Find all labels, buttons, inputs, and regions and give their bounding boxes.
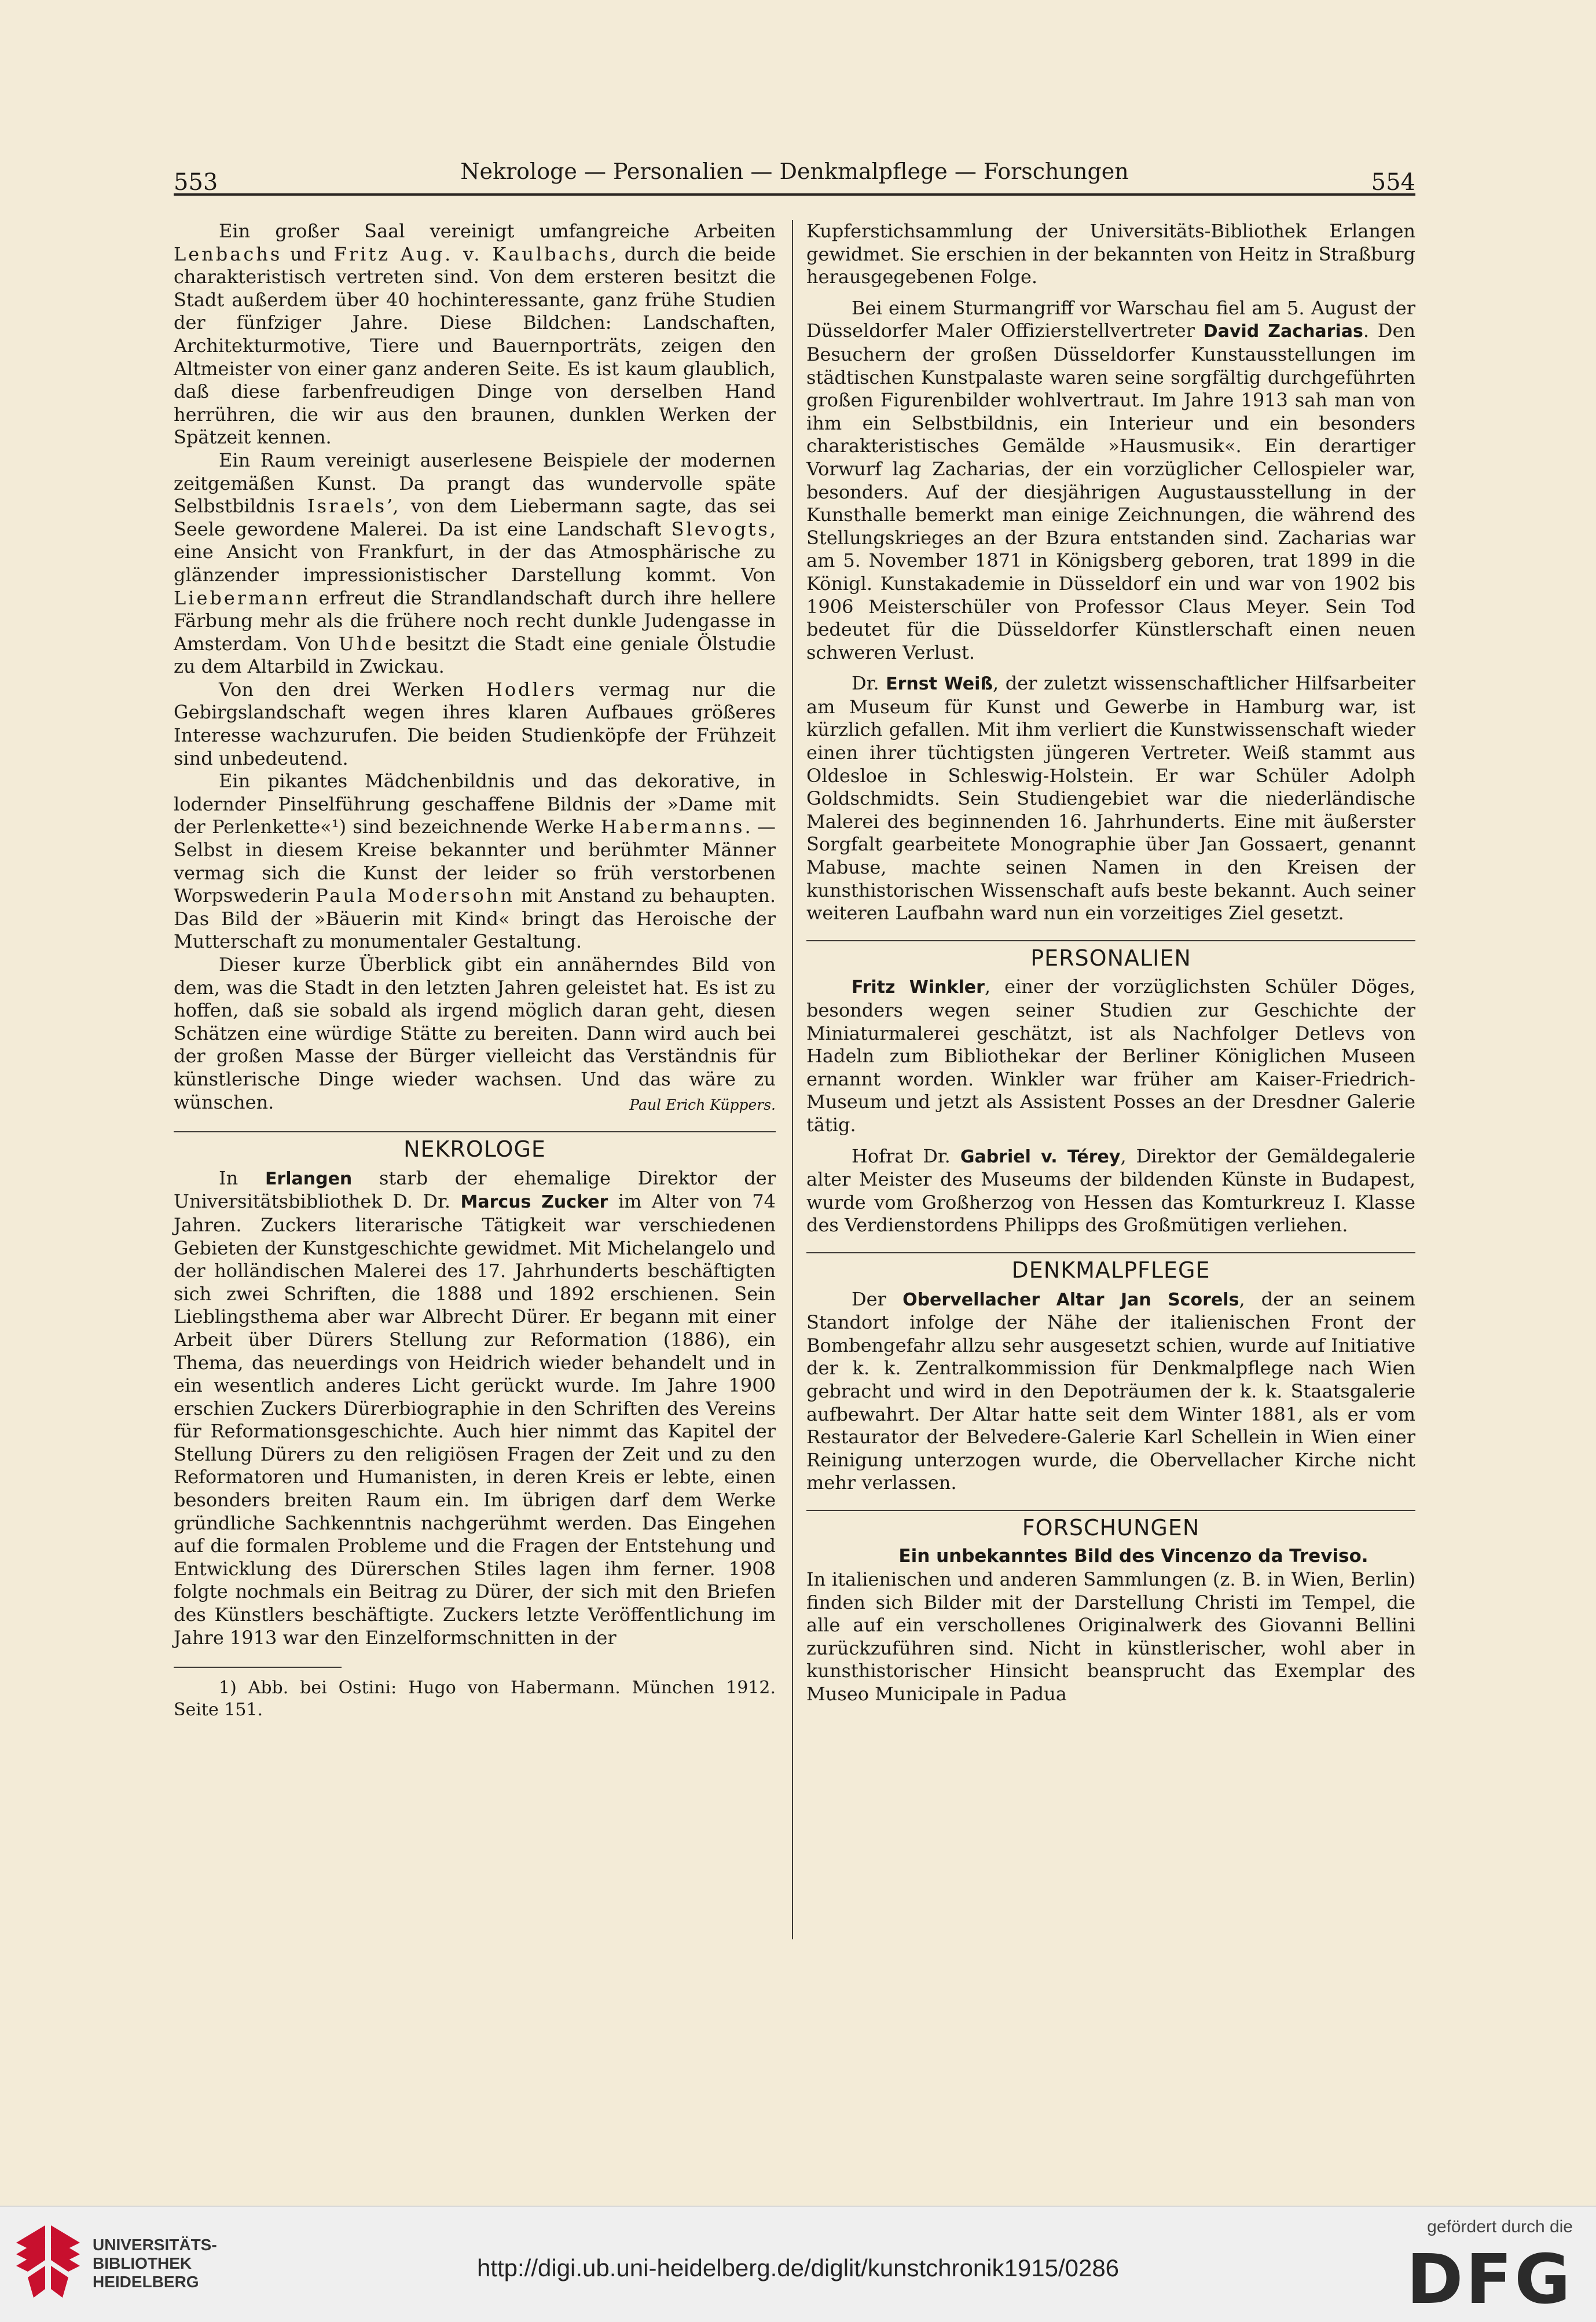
- logo-line: BIBLIOTHEK: [93, 2254, 192, 2272]
- bold-name: Obervellacher Altar Jan Scorels: [902, 1289, 1239, 1310]
- logo-line: HEIDELBERG: [93, 2273, 199, 2291]
- paragraph: [174, 953, 776, 1114]
- text-run: In: [219, 1166, 265, 1189]
- text-run: , der an seinem Standort infolge der Nähe der italienischen Front der Bombengefahr allzu sehr ausgesetzt schien, wurde auf Initiative der k. k. Zentralkommission für Denkmalpflege nach Wien gebracht und wird in den Depoträumen der k. k. Staatsgalerie aufbewahrt. Der Altar hatte seit dem Winter 1881, als er vom Restaurator der Belvedere-Galerie Karl Schellein in Wien einer Reinigung unterzogen wurde, die Obervellacher Kirche nicht mehr verlassen.: [806, 1287, 1416, 1494]
- text-run: , der zuletzt wissenschaftlicher Hilfsarbeiter am Museum für Kunst und Gewerbe in Hamburg war, ist kürzlich gefallen. Mit ihm verliert die Kunstwissenschaft wieder einen ihrer tüchtigsten jüngeren Vertreter. Weiß stammt aus Oldesloe in Schleswig-Holstein. Er war Schüler Adolph Goldschmidts. Sein Studiengebiet war die niederländische Malerei des beginnenden 16. Jahrhunderts. Eine mit äußerster Sorgfalt gearbeitete Monographie über Jan Gossaert, genannt Mabuse, machte seinen Namen in den Kreisen der kunsthistorischen Wissenschaft aufs beste bekannt. Auch seiner weiteren Laufbahn ward nun ein vorzeitiges Ziel gesetzt.: [806, 672, 1415, 925]
- text-run: im Alter von 74 Jahren. Zuckers literarische Tätigkeit war verschiedenen Gebieten der Kunstgeschichte gewidmet. Mit Michelangelo und der holländischen Malerei des 17. Jahrhunderts beschäftigten sich zwei Schriften, die 1888 und 1892 erschienen. Sein Lieblingsthema aber war Albrecht Dürer. Er begann mit einer Arbeit über Dürers Stellung zur Reformation (1886), ein Thema, das neuerdings von Heidrich wieder behandelt und in ein wesentlich anderes Licht gerückt wurde. Im Jahre 1900 erschien Zuckers Dürerbiographie in den Schriften des Vereins für Reformationsgeschichte. Auch hier nimmt das Kapitel der Stellung Dürers zu den religiösen Fragen der Zeit und zu den Reformatoren und Humanisten, in deren Kreis er lebte, einen besonders breiten Raum ein. Im übrigen darf dem Werke gründliche Sachkenntnis nachgerühmt werden. Das Eingehen auf die formalen Probleme und die Fragen der Entstehung und Entwicklung des Dürerschen Stiles lagen ihm ferner. 1908 folgte nochmals ein Beitrag zu Dürer, der sich mit den Briefen des Künstlers beschäftigte. Zuckers letzte Veröffentlichung im Jahre 1913 war den Einzelformschnitten in der: [174, 1190, 776, 1649]
- text-run: besitzt die Stadt eine geniale Ölstudie zu dem Altarbild in Zwickau.: [174, 632, 776, 678]
- library-footer: [0, 2206, 1596, 2322]
- page-number-right: 554: [1371, 169, 1415, 196]
- text-run: . Den Besuchern der großen Düsseldorfer Kunstausstellungen im städtischen Kunstpalaste waren seine sorgfältig durchgeführten großen Figurenbilder wohlvertraut. Im Jahre 1913 sah man von ihm ein Selbstbildnis, ein Interieur und ein besonders charakteristisches Gemälde »Hausmusik«. Ein derartiger Vorwurf lag Zacharias, der ein vorzüglicher Cellospieler war, besonders. Auf der diesjährigen Augustausstellung in der Kunsthalle bemerkt man einige Zeichnungen, die während des Stellungskrieges an der Bzura entstanden sind. Zacharias war am 5. November 1871 in Königsberg geboren, trat 1899 in die Königl. Kunstakademie in Düsseldorf ein und war von 1902 bis 1906 Meisterschüler von Professor Claus Meyer. Sein Tod bedeutet für die Düsseldorfer Künstlerschaft einen neuen schweren Verlust.: [806, 320, 1416, 663]
- header-rule: [174, 193, 1415, 196]
- spaced-name: Lenbachs: [174, 243, 282, 265]
- text-run: ’, von dem Liebermann sagte, das sei Seele gewordene Malerei. Da ist eine Landschaft: [174, 495, 776, 540]
- text-run: vermag nur die Gebirgslandschaft wegen ihres klaren Aufbaues größeres Interesse wachzurufen. Die beiden Studienköpfe der Frühzeit sind unbedeutend.: [174, 678, 776, 769]
- paragraph: [806, 297, 1415, 665]
- text-run: Ein Raum vereinigt auserlesene Beispiele der modernen zeitgemäßen Kunst. Da prangt das wundervolle späte Selbstbildnis: [174, 449, 776, 518]
- spaced-name: Slevogts: [671, 518, 770, 540]
- text-run: Hofrat Dr.: [852, 1145, 960, 1167]
- right-column: [806, 220, 1415, 1706]
- bold-name: Gabriel v. Térey: [960, 1146, 1121, 1167]
- footnote: 1) Abb. bei Ostini: Hugo von Habermann. München 1912. Seite 151.: [174, 1678, 776, 1721]
- text-run: , eine Ansicht von Frankfurt, in der das Atmosphärische zu glänzender impressionistischer Darstellung kommt. Von: [174, 518, 776, 586]
- text-run: und: [282, 243, 334, 265]
- spaced-name: Liebermann: [174, 586, 310, 609]
- column-divider: [792, 220, 793, 1939]
- text-run: Der: [852, 1287, 903, 1310]
- paragraph: [806, 1288, 1415, 1495]
- left-column: [174, 220, 776, 1721]
- paragraph: [174, 1167, 776, 1649]
- text-run: Dr.: [852, 672, 886, 695]
- bold-name: Erlangen: [265, 1168, 353, 1189]
- paragraph: [806, 975, 1415, 1136]
- signature: Paul Erich Küppers.: [629, 1096, 776, 1113]
- spaced-name: Israels: [307, 495, 387, 518]
- paragraph: [806, 1145, 1415, 1237]
- text-run: erfreut die Strandlandschaft durch ihre hellere Färbung mehr als die frühere noch recht dunkle Judengasse in Amsterdam. Von: [174, 586, 776, 655]
- footnote-rule: [174, 1667, 342, 1668]
- bold-name: Ernst Weiß: [886, 674, 993, 695]
- text-run: Von den drei Werken: [219, 678, 486, 700]
- text-run: . — Selbst in diesem Kreise bekannter und berühmter Männer vermag sich die Kunst der leider so früh verstorbenen Worpswederin: [174, 816, 776, 907]
- running-title: Nekrologe — Personalien — Denkmalpflege — Forschungen: [460, 159, 1129, 184]
- spaced-name: Hodlers: [486, 678, 577, 700]
- text-run: Dieser kurze Überblick gibt ein annäherndes Bild von dem, was die Stadt in den letzten Jahren geleistet hat. Es ist zu hoffen, daß sie sobald als irgend möglich daran geht, diesen Schätzen eine würdige Stätte zu bereiten. Dann wird auch bei der großen Masse der Bürger vielleicht das Verständnis für künstlerische Dinge wieder wachsen. Und das wäre zu wünschen.: [174, 953, 776, 1113]
- section-heading-nekrologe: NEKROLOGE: [403, 1136, 546, 1162]
- bold-name: Marcus Zucker: [460, 1192, 608, 1213]
- section-rule: [806, 1252, 1415, 1253]
- spaced-name: Habermanns: [600, 816, 745, 838]
- bold-name: Fritz Winkler: [852, 977, 985, 998]
- text-run: , durch die beide charakteristisch vertreten sind. Von dem ersteren besitzt die Stadt außerdem über 40 hochinteressante, ganz frühe Studien der fünfziger Jahre. Diese Bildchen: Landschaften, Architekturmotive, Tiere und Bauernporträts, zeigen den Altmeister von einer ganz anderen Seite. Es ist kaum glaublich, daß diese farbenfreudigen Dinge von derselben Hand herrühren, die wir aus den braunen, dunklen Werken der Spätzeit kennen.: [174, 243, 776, 449]
- section-rule: [806, 940, 1415, 941]
- paragraph: [174, 770, 776, 953]
- section-heading-denkmalpflege: DENKMALPFLEGE: [1011, 1257, 1210, 1283]
- section-heading-forschungen: FORSCHUNGEN: [1022, 1514, 1200, 1540]
- bold-name: David Zacharias: [1203, 321, 1363, 342]
- paragraph: [806, 1568, 1415, 1706]
- page-header: [174, 152, 1415, 196]
- paragraph: [174, 220, 776, 449]
- paragraph: [806, 672, 1415, 925]
- section-heading-personalien: PERSONALIEN: [1030, 945, 1191, 971]
- text-run: mit Anstand zu behaupten. Das Bild der »Bäuerin mit Kind« bringt das Heroische der Mutterschaft zu monumentaler Gestaltung.: [174, 885, 776, 953]
- paragraph: [174, 449, 776, 678]
- text-run: starb der ehemalige Direktor der Universitätsbibliothek D. Dr.: [174, 1166, 776, 1213]
- funded-by-caption: gefördert durch die: [1427, 2217, 1573, 2236]
- paragraph: [806, 220, 1415, 289]
- paragraph: [174, 678, 776, 770]
- text-run: Bei einem Sturmangriff vor Warschau fiel am 5. August der Düsseldorfer Maler Offizierstellvertreter: [806, 296, 1415, 342]
- section-rule: [806, 1510, 1415, 1511]
- text-run: In italienischen und anderen Sammlungen (z. B. in Wien, Berlin) finden sich Bilder mit der Darstellung Christi im Tempel, die alle auf ein verschollenes Originalwerk des Giovanni Bellini zurückzuführen sind. Nicht in künstlerischer, wohl aber in kunsthistorischer Hinsicht beansprucht das Exemplar des Museo Municipale in Padua: [806, 1568, 1415, 1705]
- dfg-logo: DFG: [1406, 2239, 1573, 2319]
- logo-line: UNIVERSITÄTS-: [93, 2236, 217, 2254]
- permalink-url[interactable]: http://digi.ub.uni-heidelberg.de/diglit/kunstchronik1915/0286: [476, 2254, 1120, 2281]
- page-number-left: 553: [174, 169, 218, 196]
- spaced-name: Paula Modersohn: [315, 885, 515, 907]
- text-run: , Direktor der Gemäldegalerie alter Meister des Museums der bildenden Künste in Budapest, wurde vom Großherzog von Hessen das Komturkreuz I. Klasse des Verdienstordens Philipps des Großmütigen verliehen.: [806, 1145, 1416, 1237]
- text-run: , einer der vorzüglichsten Schüler Döges, besonders wegen seiner Studien zur Geschichte der Miniaturmalerei geschätzt, ist als Nachfolger Detlevs von Hadeln zum Bibliothekar der Berliner Königlichen Museen ernannt worden. Winkler war früher am Kaiser-Friedrich-Museum und jetzt als Assistent Posses an der Dresdner Galerie tätig.: [806, 975, 1416, 1136]
- text-run: Ein großer Saal vereinigt umfangreiche Arbeiten: [219, 220, 776, 242]
- spaced-name: Uhde: [338, 632, 398, 655]
- spaced-name: Fritz Aug. v. Kaulbachs: [333, 243, 611, 265]
- text-run: Ein pikantes Mädchenbildnis und das dekorative, in lodernder Pinselführung geschaffene Bildnis der »Dame mit der Perlenkette«¹) sind bezeichnende Werke: [174, 770, 776, 838]
- section-rule: [174, 1131, 776, 1132]
- text-run: Kupferstichsammlung der Universitäts-Bibliothek Erlangen gewidmet. Sie erschien in der bekannten von Heitz in Straßburg herausgegebenen Folge.: [806, 220, 1415, 288]
- article-subheading: Ein unbekanntes Bild des Vincenzo da Treviso.: [898, 1546, 1368, 1567]
